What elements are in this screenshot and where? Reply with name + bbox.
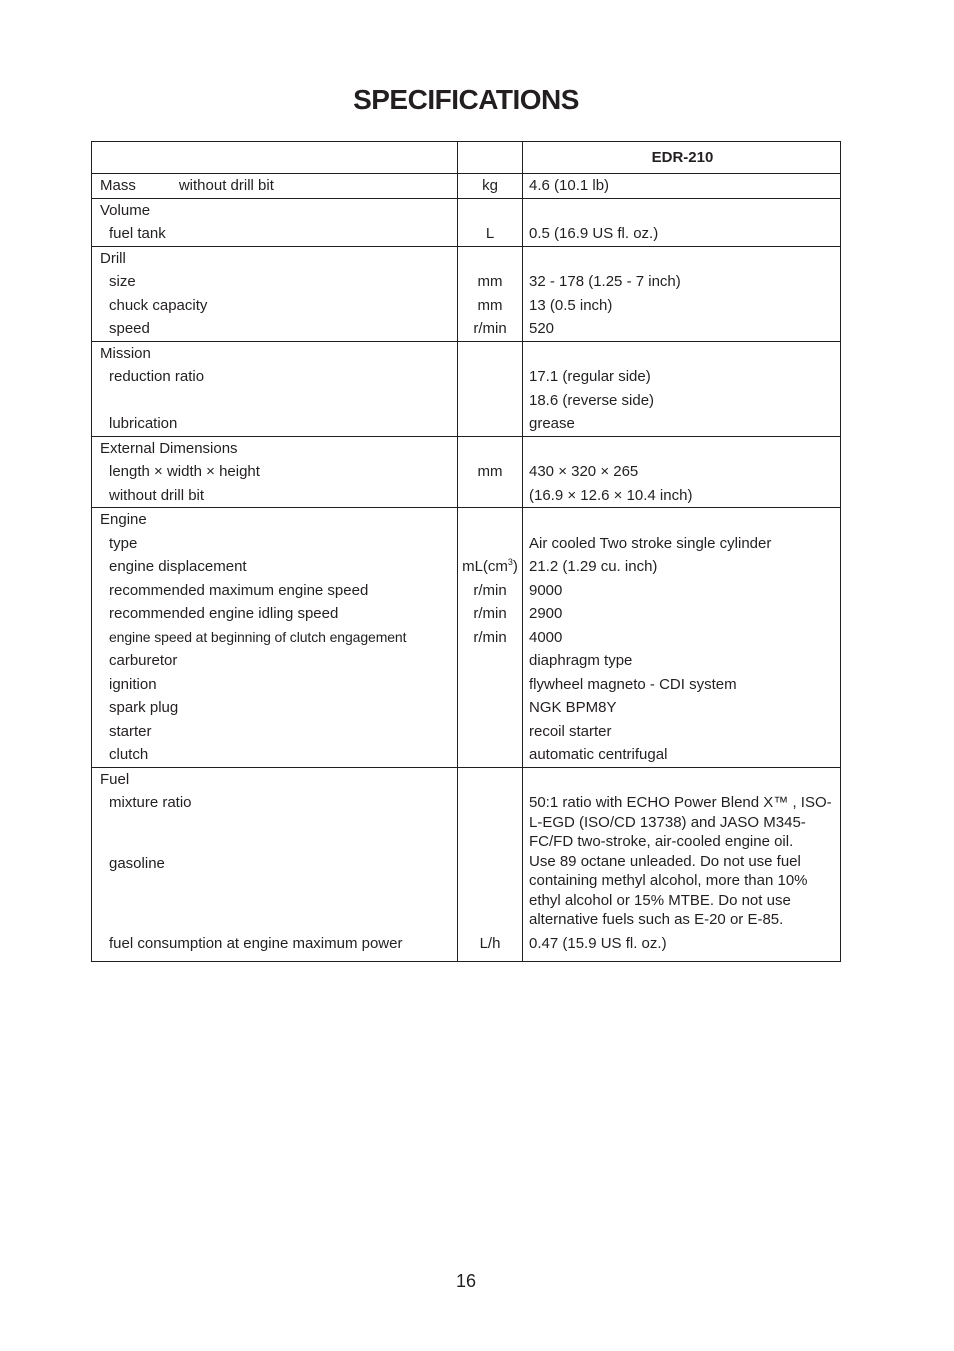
dimensions-nobit-label: without drill bit <box>109 486 205 504</box>
table-row <box>92 767 841 791</box>
clutch-speed-label: engine speed at beginning of clutch engagement <box>109 628 407 645</box>
table-header-row <box>92 142 841 174</box>
drill-speed-label: speed <box>109 320 150 337</box>
max-speed-value: 9000 <box>523 579 841 603</box>
carburetor-value: diaphragm type <box>523 649 841 673</box>
engine-type-label: type <box>109 534 138 552</box>
table-row <box>92 626 841 650</box>
table-row <box>92 270 841 294</box>
drill-size-label: size <box>109 273 136 290</box>
table-row <box>92 174 841 199</box>
fuel-tank-unit: L <box>458 222 523 246</box>
clutch-speed-value: 4000 <box>523 626 841 650</box>
reduction-ratio-value-2: 18.6 (reverse side) <box>523 389 841 413</box>
fuel-consumption-unit: L/h <box>458 932 523 962</box>
drill-size-unit: mm <box>458 270 523 294</box>
clutch-speed-unit: r/min <box>458 626 523 650</box>
mixture-ratio-value: 50:1 ratio with ECHO Power Blend X™ , ISO-L-EGD (ISO/CD 13738) and JASO M345-FC/FD two-stroke, air-cooled engine oil. <box>529 794 832 850</box>
dimensions-lwh-label: length × width × height <box>109 463 260 480</box>
chuck-capacity-label: chuck capacity <box>109 296 208 314</box>
spark-plug-label: spark plug <box>109 699 179 716</box>
table-row <box>92 317 841 341</box>
chuck-capacity-value: 13 (0.5 inch) <box>523 294 841 318</box>
specifications-table <box>91 141 841 962</box>
drill-speed-unit: r/min <box>458 317 523 341</box>
drill-speed-value: 520 <box>523 317 841 341</box>
chuck-capacity-unit: mm <box>458 294 523 318</box>
reduction-ratio-label: reduction ratio <box>109 368 205 385</box>
dimensions-value: 430 × 320 × 265 <box>523 460 841 484</box>
table-row <box>92 365 841 389</box>
table-row <box>92 743 841 767</box>
idle-speed-unit: r/min <box>458 602 523 626</box>
fuel-label: Fuel <box>92 767 458 791</box>
table-row <box>92 649 841 673</box>
gasoline-label: gasoline <box>109 854 165 872</box>
ignition-value: flywheel magneto - CDI system <box>523 673 841 697</box>
page-title: SPECIFICATIONS <box>353 84 579 115</box>
table-row <box>92 460 841 484</box>
drill-size-value: 32 - 178 (1.25 - 7 inch) <box>523 270 841 294</box>
reduction-ratio-value-1: 17.1 (regular side) <box>523 365 841 389</box>
mixture-ratio-label: mixture ratio <box>109 794 192 811</box>
table-row <box>92 696 841 720</box>
starter-label: starter <box>109 722 152 740</box>
clutch-value: automatic centrifugal <box>523 743 841 767</box>
volume-label: Volume <box>92 198 458 222</box>
mass-label: Mass <box>100 177 136 194</box>
table-row <box>92 341 841 365</box>
table-row <box>92 246 841 270</box>
table-row <box>92 294 841 318</box>
displacement-value: 21.2 (1.29 cu. inch) <box>523 555 841 579</box>
gasoline-value: Use 89 octane unleaded. Do not use fuel containing methyl alcohol, more than 10% ethyl alcohol or 15% MTBE. Do not use alternative fuels such as E-20 or E-85. <box>529 852 808 928</box>
mass-value: 4.6 (10.1 lb) <box>523 174 841 199</box>
header-blank-cell <box>92 142 458 174</box>
model-header: EDR-210 <box>523 142 841 174</box>
page-number: 16 <box>455 1271 477 1291</box>
fuel-tank-value: 0.5 (16.9 US fl. oz.) <box>523 222 841 246</box>
table-row <box>92 720 841 744</box>
dimensions-inch-value: (16.9 × 12.6 × 10.4 inch) <box>523 484 841 508</box>
max-speed-label: recommended maximum engine speed <box>109 581 369 599</box>
table-row <box>92 436 841 460</box>
fuel-consumption-value: 0.47 (15.9 US fl. oz.) <box>523 932 841 962</box>
table-row <box>92 602 841 626</box>
table-row <box>92 555 841 579</box>
lubrication-label: lubrication <box>109 415 178 432</box>
displacement-unit: $mL(cm^3)$ <box>458 555 523 579</box>
starter-value: recoil starter <box>523 720 841 744</box>
mass-unit: kg <box>458 174 523 199</box>
clutch-label: clutch <box>109 746 149 763</box>
ignition-label: ignition <box>109 675 157 693</box>
table-row <box>92 673 841 697</box>
displacement-label: engine displacement <box>109 558 247 575</box>
lubrication-value: grease <box>523 412 841 436</box>
mass-sub-label: without drill bit <box>178 177 274 194</box>
carburetor-label: carburetor <box>109 652 178 669</box>
table-row <box>92 389 841 413</box>
table-row <box>92 198 841 222</box>
fuel-consumption-label: fuel consumption at engine maximum power <box>109 934 403 952</box>
idle-speed-label: recommended engine idling speed <box>109 605 339 622</box>
table-row <box>92 222 841 246</box>
dimensions-unit: mm <box>458 460 523 484</box>
engine-label: Engine <box>92 508 458 532</box>
max-speed-unit: r/min <box>458 579 523 603</box>
table-row <box>92 412 841 436</box>
table-row <box>92 932 841 962</box>
engine-type-value: Air cooled Two stroke single cylinder <box>523 532 841 556</box>
table-row <box>92 532 841 556</box>
table-row <box>92 484 841 508</box>
dimensions-label: External Dimensions <box>92 436 458 460</box>
spark-plug-value: NGK BPM8Y <box>523 696 841 720</box>
idle-speed-value: 2900 <box>523 602 841 626</box>
table-row <box>92 791 841 852</box>
drill-label: Drill <box>92 246 458 270</box>
table-row <box>92 852 841 932</box>
fuel-tank-label: fuel tank <box>109 225 166 242</box>
mission-label: Mission <box>92 341 458 365</box>
table-row <box>92 579 841 603</box>
table-row <box>92 508 841 532</box>
header-unit-cell <box>458 142 523 174</box>
